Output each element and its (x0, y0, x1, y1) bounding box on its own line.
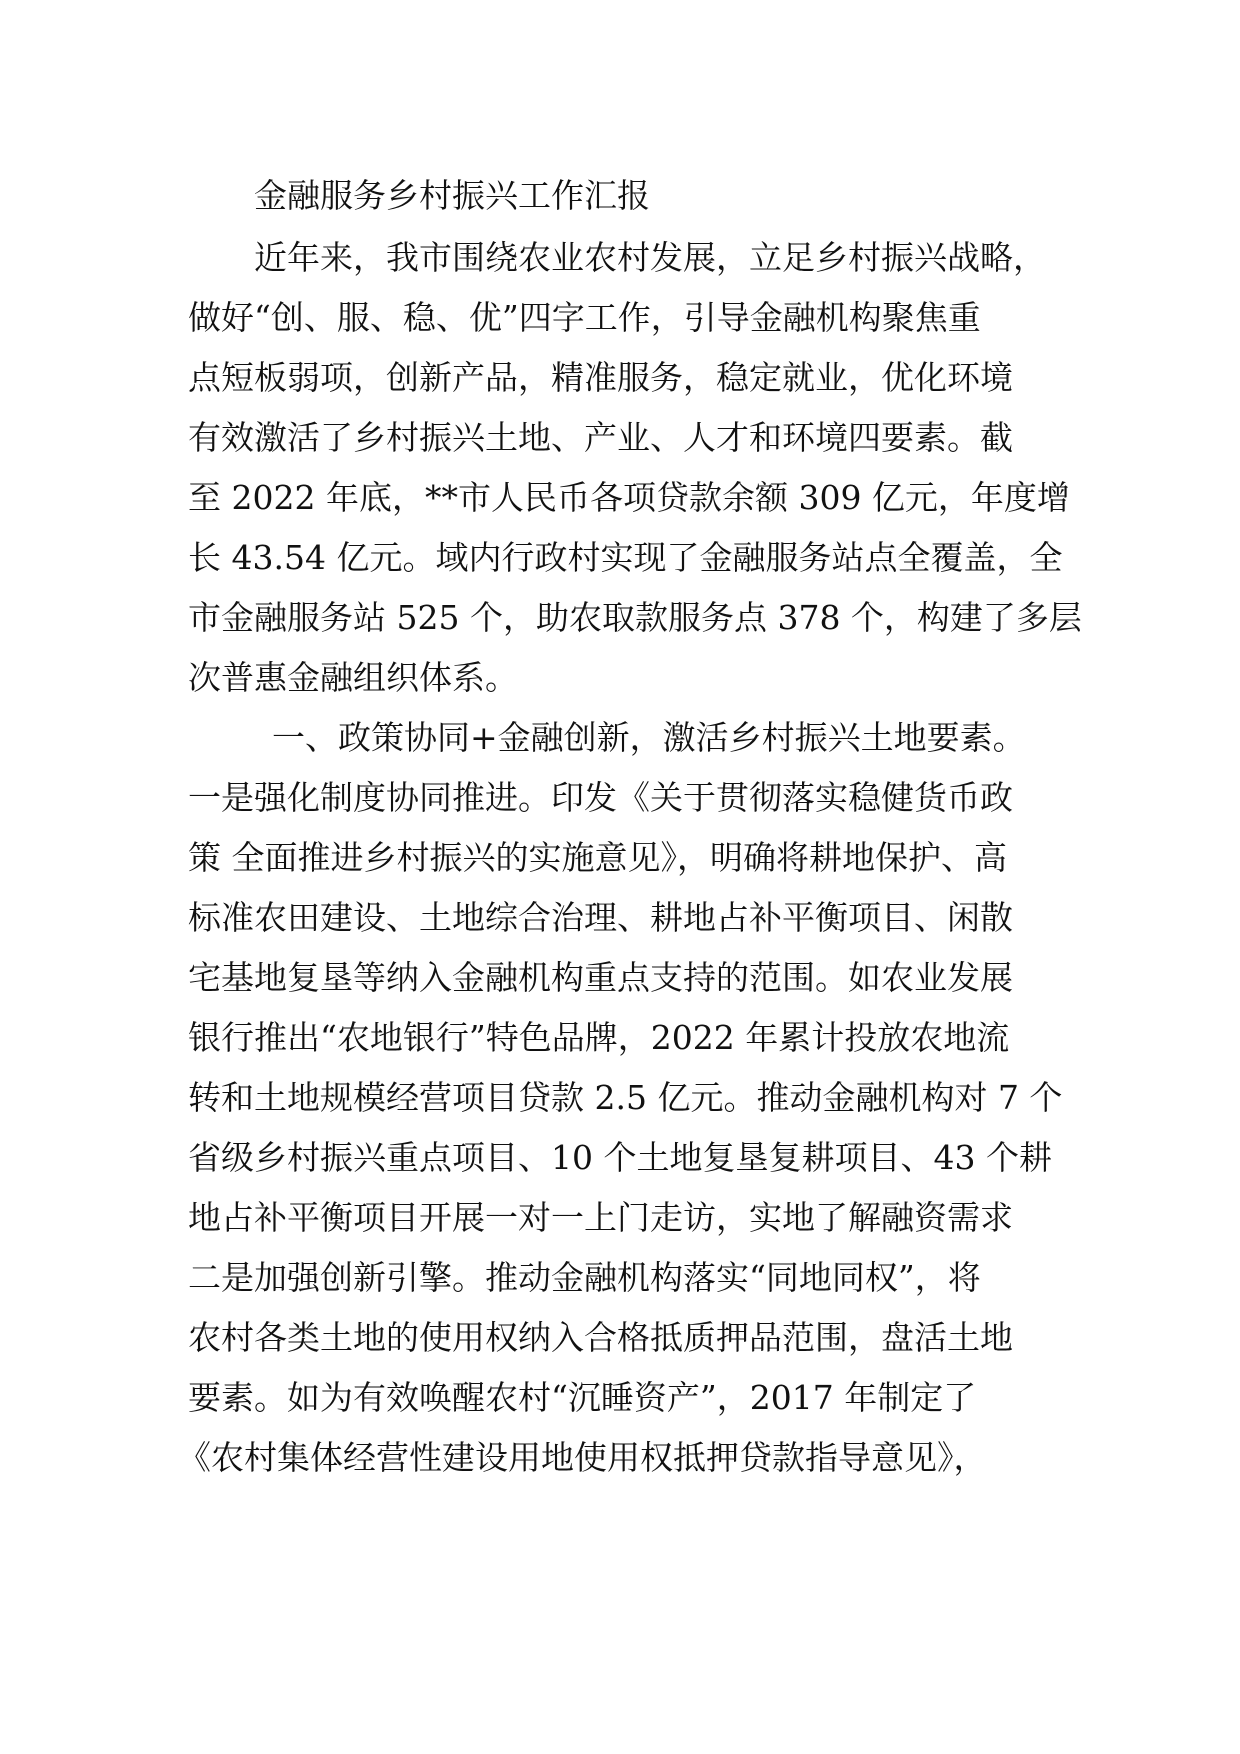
paragraph-line: 省级乡村振兴重点项目、10 个土地复垦复耕项目、43 个耕 (188, 1138, 1052, 1177)
paragraph-line: 至 2022 年底，**市人民币各项贷款余额 309 亿元，年度增 (188, 478, 1070, 517)
paragraph-line: 《农村集体经营性建设用地使用权抵押贷款指导意见》， (178, 1438, 987, 1477)
paragraph-line: 转和土地规模经营项目贷款 2.5 亿元。推动金融机构对 7 个 (188, 1078, 1063, 1117)
paragraph-line: 银行推出“农地银行”特色品牌，2022 年累计投放农地流 (188, 1018, 1010, 1057)
paragraph-line: 长 43.54 亿元。域内行政村实现了金融服务站点全覆盖，全 (188, 538, 1063, 577)
paragraph-line: 宅基地复垦等纳入金融机构重点支持的范围。如农业发展 (188, 958, 1013, 997)
paragraph-line: 近年来，我市围绕农业农村发展，立足乡村振兴战略， (254, 238, 1046, 277)
paragraph-line: 点短板弱项，创新产品，精准服务，稳定就业，优化环境 (188, 358, 1013, 397)
paragraph-line: 一是强化制度协同推进。印发《关于贯彻落实稳健货币政 (188, 778, 1013, 817)
paragraph-line: 做好“创、服、稳、优”四字工作，引导金融机构聚焦重 (188, 298, 981, 337)
paragraph-line: 标准农田建设、土地综合治理、耕地占补平衡项目、闲散 (188, 898, 1013, 937)
section-heading: 一、政策协同+金融创新，激活乡村振兴土地要素。 (272, 718, 1026, 757)
paragraph-line: 地占补平衡项目开展一对一上门走访，实地了解融资需求 (188, 1198, 1013, 1237)
paragraph-line: 次普惠金融组织体系。 (188, 658, 518, 697)
paragraph-line: 要素。如为有效唤醒农村“沉睡资产”，2017 年制定了 (188, 1378, 977, 1417)
document-title: 金融服务乡村振兴工作汇报 (254, 176, 650, 215)
paragraph-line: 农村各类土地的使用权纳入合格抵质押品范围，盘活土地 (188, 1318, 1013, 1357)
paragraph-line: 策 全面推进乡村振兴的实施意见》，明确将耕地保护、高 (188, 838, 1007, 877)
paragraph-line: 有效激活了乡村振兴土地、产业、人才和环境四要素。截 (188, 418, 1013, 457)
paragraph-line: 市金融服务站 525 个，助农取款服务点 378 个，构建了多层 (188, 598, 1082, 637)
paragraph-line: 二是加强创新引擎。推动金融机构落实“同地同权”，将 (188, 1258, 981, 1297)
